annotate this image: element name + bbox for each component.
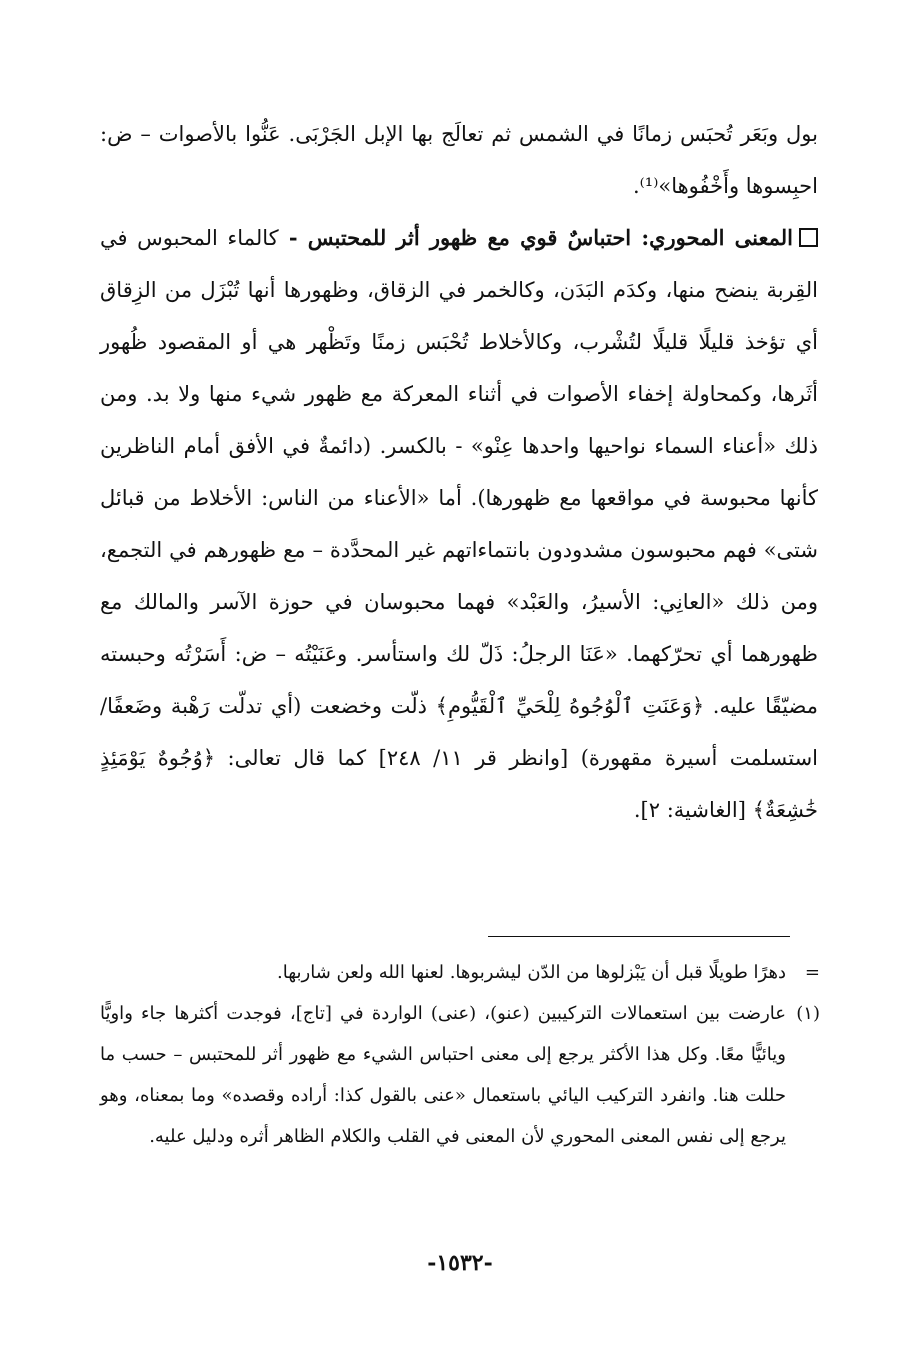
paragraph-2-heading: المعنى المحوري: احتباسٌ قوي مع ظهور أثر للمحتبس - [278,225,793,250]
footnote-marker: (١) [796,1003,820,1024]
paragraph-2 [100,212,818,836]
footnote-divider [488,936,790,937]
paragraph-1-text: بول وبَعَر تُحبَس زمانًا في الشمس ثم تعالَج بها الإبل الجَرْبَى. عَنُّوا بالأصوات – ض: احبِسوها وأَخْفُوها»⁽¹⁾. [100,122,818,198]
paragraph-1 [100,108,818,212]
paragraph-2-text: كالماء المحبوس في القِربة ينضح منها، وكدَم البَدَن، وكالخمر في الزقاق، وظهورها أنها تُبْزَل من الزِقاق أي تؤخذ قليلًا قليلًا لتُشْرب، وكالأخلاط تُحْبَس زمنًا وتَظْهر هي أو المقصود ظُهور أثَرها، وكمحاولة إخفاء الأصوات في أثناء المعركة مع ظهور شيء منها ولا بد. ومن ذلك «أعناء السماء نواحيها واحدها عِنْو» - بالكسر. (دائمةٌ في الأفق أمام الناظرين كأنها محبوسة في مواقعها مع ظهورها). أما «الأعناء من الناس: الأخلاط من قبائل شتى» فهم محبوسون مشدودون بانتماءاتهم غير المحدَّدة – مع ظهورهم في التجمع، ومن ذلك «العانِي: الأسيرُ، والعَبْد» فهما محبوسان في حوزة الآسر والمالك مع ظهورهما أي تحرّكهما. «عَنَا الرجلُ: ذَلّ لك واستأسر. وعَنَيْتُه – ض: أَسَرْتُه وحبسته مضيّقًا عليه. ﴿وَعَنَتِ ٱلْوُجُوهُ لِلْحَيِّ ٱلْقَيُّومِ﴾ ذلّت وخضعت (أي تدلّت رَهْبة وضَعفًا/ استسلمت أسيرة مقهورة) [وانظر قر ١١/ ٢٤٨] كما قال تعالى: ﴿وُجُوهٌ يَوْمَئِذٍ خَٰشِعَةٌ﴾ [الغاشية: ٢]. [100,226,819,822]
footnote-continuation [100,952,820,993]
footnote-text: عارضت بين استعمالات التركيبين (عنو)، (عنى) الواردة في [تاج]، فوجدت أكثرها جاء واويًّا ويائيًّا معًا. وكل هذا الأكثر يرجع إلى معنى احتباس الشيء مع ظهور أثر للمحتبس – حسب ما حللت هنا. وانفرد التركيب اليائي باستعمال «عنى بالقول كذا: أراده وقصده» وما بمعناه، وهو يرجع إلى نفس المعنى المحوري لأن المعنى في القلب والكلام الظاهر أثره ودليل عليه. [100,1003,786,1147]
square-bullet-icon [799,228,818,247]
main-text [100,108,818,836]
footnote-marker: = [804,962,820,983]
footnote-1 [100,993,820,1157]
footnotes [100,952,820,1157]
footnote-text: دهرًا طويلًا قبل أن يَبْزلوها من الدّن ليشربوها. لعنها الله ولعن شاربها. [277,962,786,983]
page-number: -١٥٣٢- [427,1250,493,1276]
